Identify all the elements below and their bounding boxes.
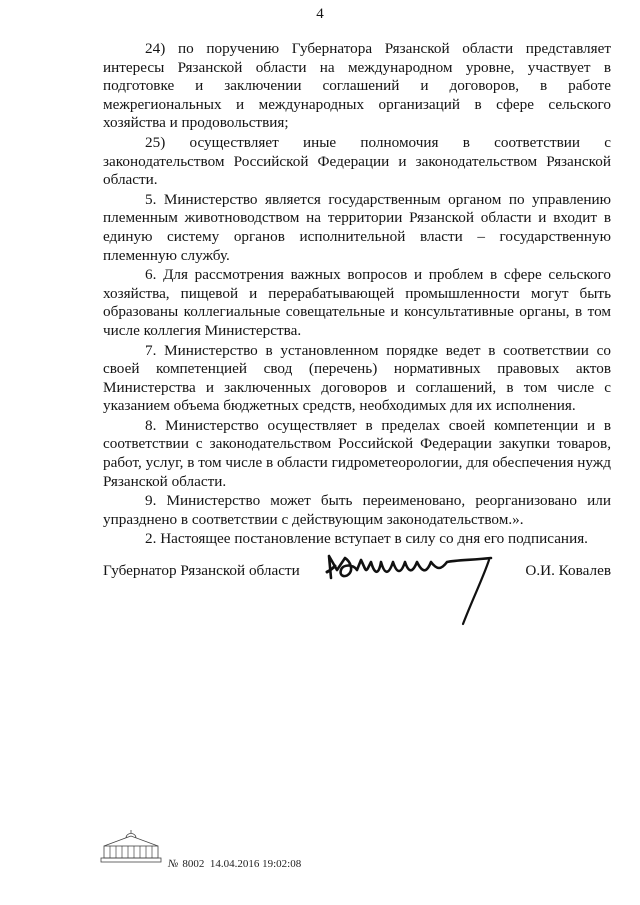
paragraph-6: 6. Для рассмотрения важных вопросов и проблем в сфере сельского хозяйства, пищевой и перерабатывающей промышленности могут быть образованы коллегиальные совещательные и консультативные органы, в том числе коллегия Министерства. xyxy=(103,266,611,339)
paragraph-5: 5. Министерство является государственным органом по управлению племенным животноводством на территории Рязанской области и входит в единую систему органов исполнительной власти – государственную племенную службу. xyxy=(103,190,611,264)
signatory-name: О.И. Ковалев xyxy=(525,562,611,579)
number-sign: № xyxy=(168,858,179,870)
paragraph-9: 9. Министерство может быть переименовано, реорганизовано или упразднено в соответствии с действующим законодательством.». xyxy=(103,492,611,528)
registration-number: 8002 xyxy=(182,858,205,870)
paragraph-25: 25) осуществляет иные полномочия в соответствии с законодательством Российской Федерации и законодательством Рязанской области. xyxy=(103,133,611,189)
paragraph-24: 24) по поручению Губернатора Рязанской области представляет интересы Рязанской области на международном уровне, участвует в подготовке и заключении соглашений и договоров, в работе межрегиональных и международных организаций в сфере сельского хозяйства и продовольствия; xyxy=(103,40,611,132)
registry-stamp-icon xyxy=(100,828,162,864)
signatory-position: Губернатор Рязанской области xyxy=(103,562,300,579)
paragraph-7: 7. Министерство в установленном порядке ведет в соответствии со своей компетенцией свод (перечень) нормативных правовых актов Министерства и заключенных договоров и соглашений, в том числе с указанием объема бюджетных средств, необходимых для их исполнения. xyxy=(103,341,611,415)
paragraph-8: 8. Министерство осуществляет в пределах своей компетенции и в соответствии с законодательством Российской Федерации закупки товаров, работ, услуг, в том числе в области гидрометеорологии, для обеспечения нужд Рязанской области. xyxy=(103,416,611,490)
registration-datetime: 14.04.2016 19:02:08 xyxy=(209,858,302,870)
registration-stamp xyxy=(168,858,301,870)
paragraph-final: 2. Настоящее постановление вступает в силу со дня его подписания. xyxy=(145,530,588,548)
handwritten-signature xyxy=(323,548,503,628)
document-body xyxy=(103,40,611,550)
page-number: 4 xyxy=(316,6,324,22)
signature-block xyxy=(103,548,611,628)
